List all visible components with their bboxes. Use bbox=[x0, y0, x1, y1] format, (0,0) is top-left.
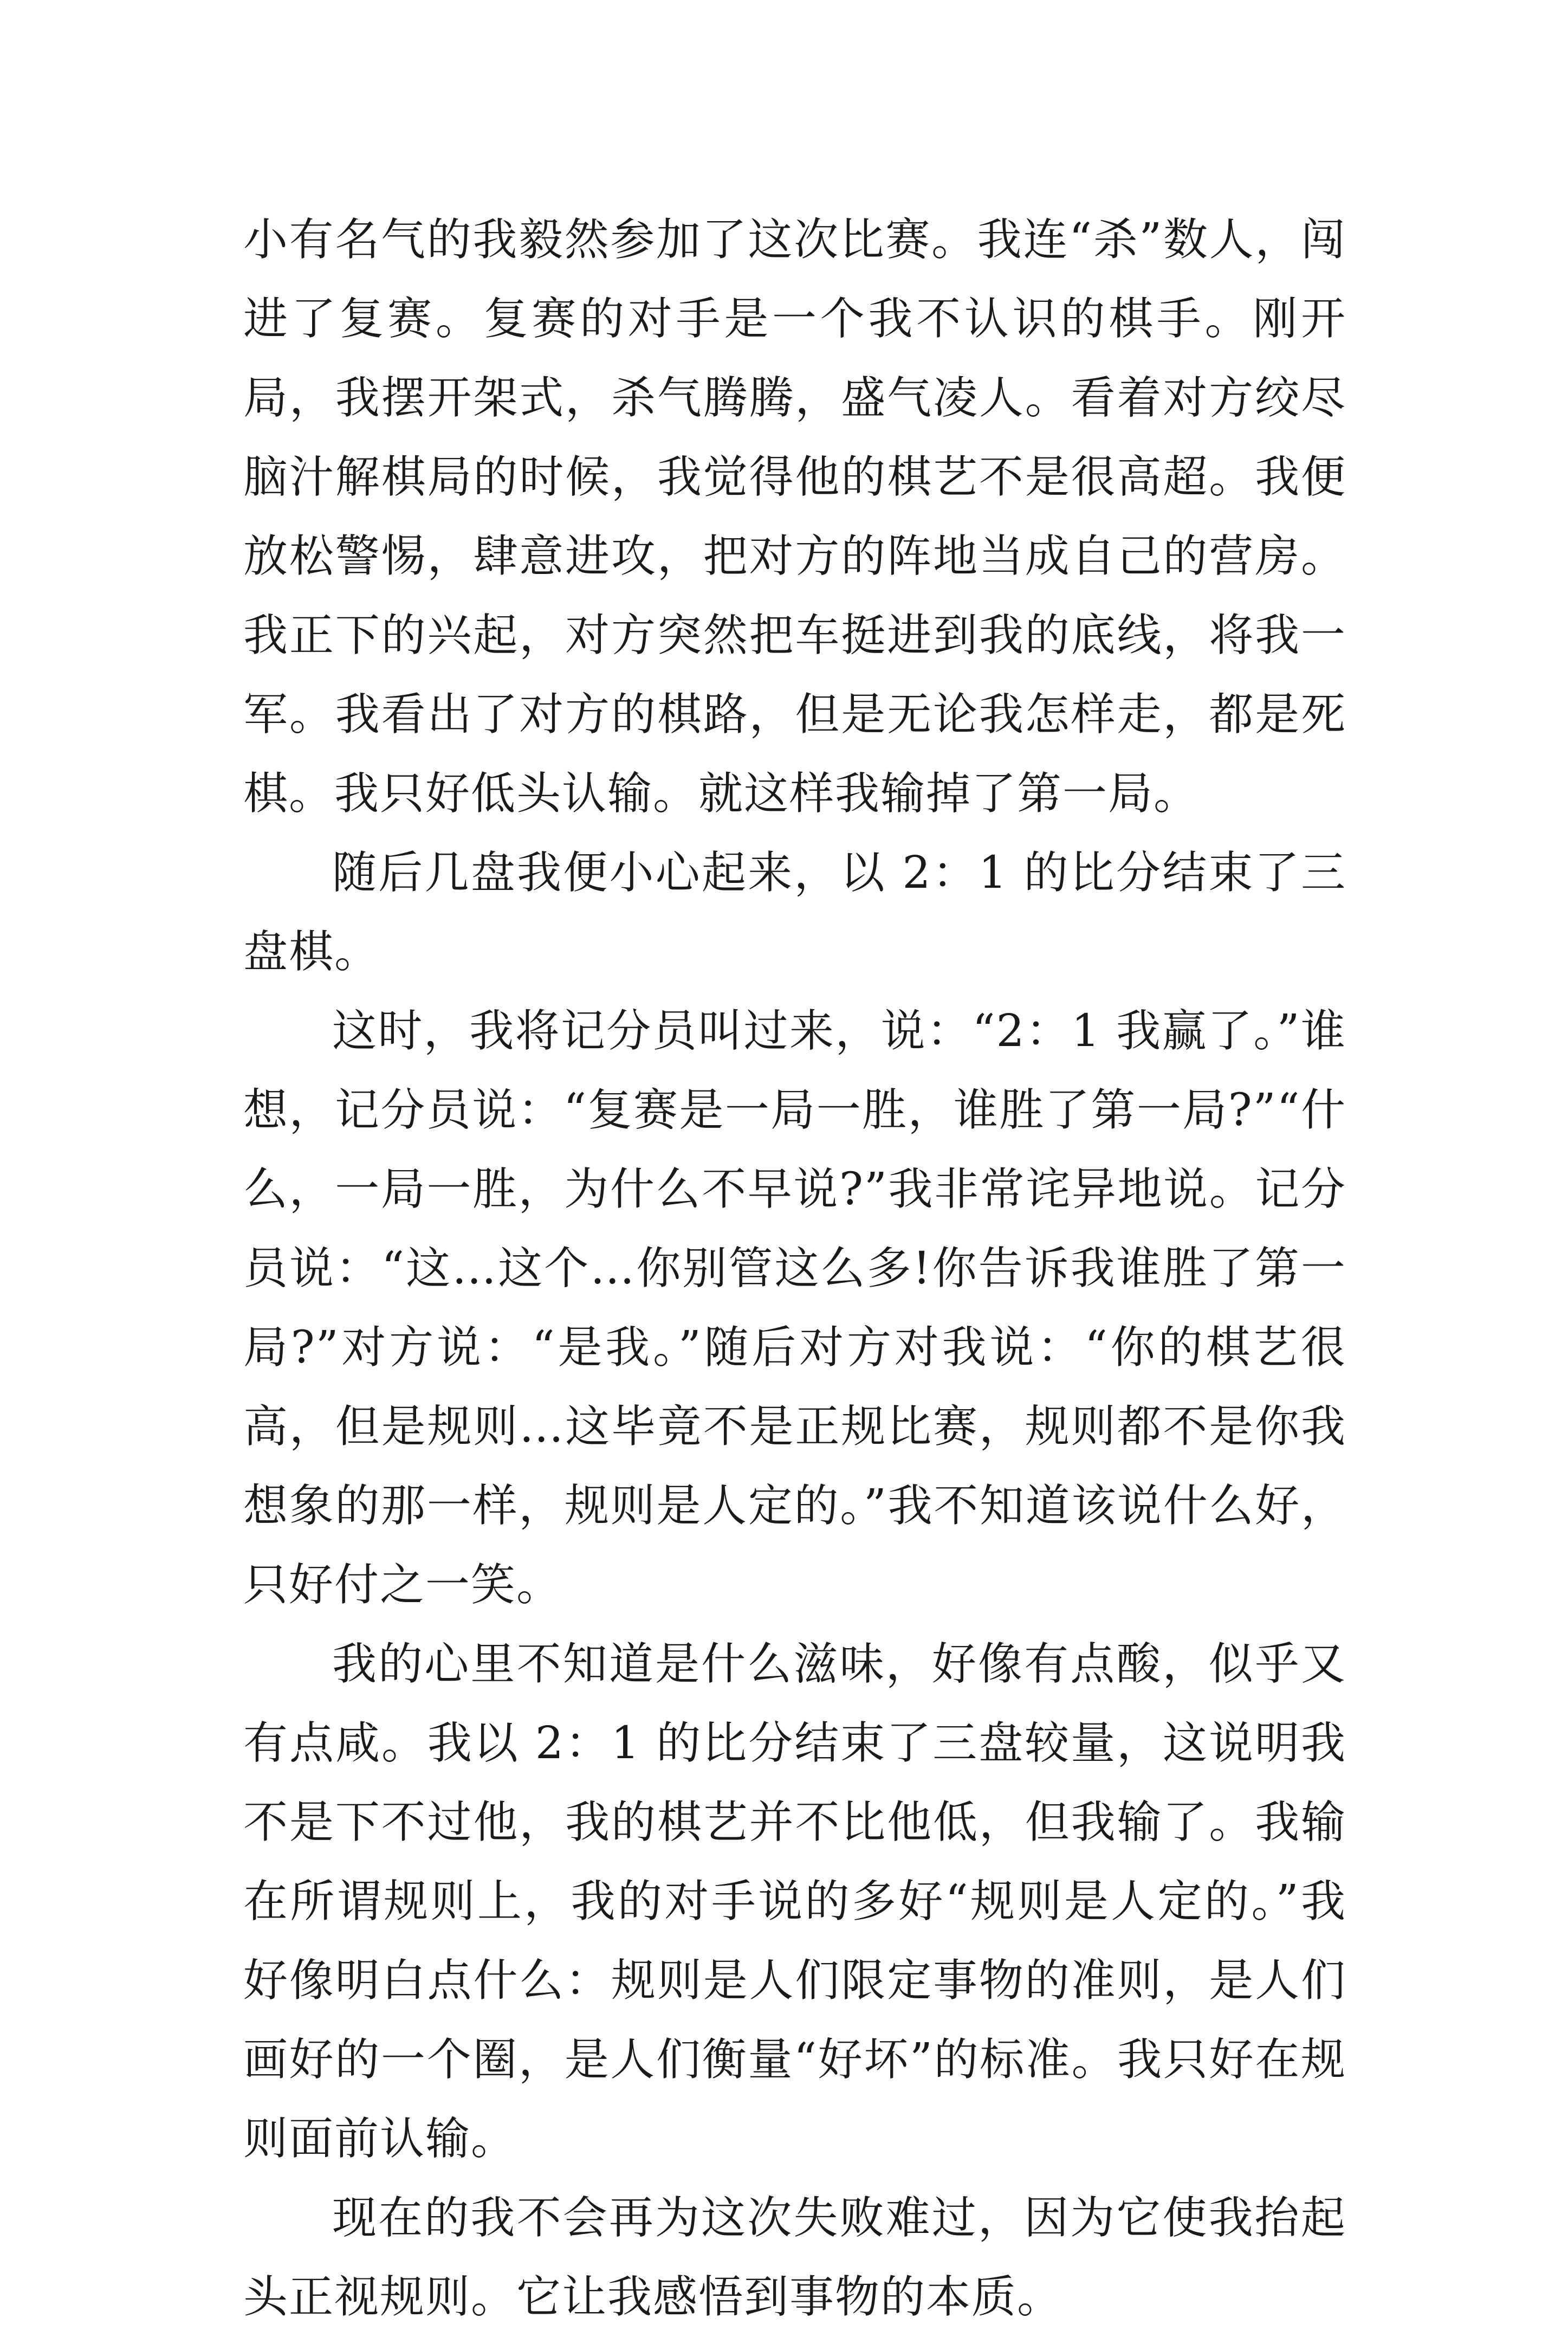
paragraph-4: 我的心里不知道是什么滋味，好像有点酸，似乎又有点咸。我以 2：1 的比分结束了三盘较量，这说明我不是下不过他，我的棋艺并不比他低，但我输了。我输在所谓规则上，我的对手说的多好“规则是人定的。”我好像明白点什么：规则是人们限定事物的准则，是人们画好的一个圈，是人们衡量“好坏”的标准。我只好在规则面前认输。 bbox=[243, 1638, 1346, 2165]
body-text bbox=[243, 201, 1346, 2337]
paragraph-5: 现在的我不会再为这次失败难过，因为它使我抬起头正视规则。它让我感悟到事物的本质。 bbox=[243, 2192, 1346, 2323]
paragraph-3: 这时，我将记分员叫过来，说：“2：1 我赢了。”谁想，记分员说：“复赛是一局一胜，谁胜了第一局?”“什么，一局一胜，为什么不早说?”我非常诧异地说。记分员说：“这…这个…你别管这么多!你告诉我谁胜了第一局?”对方说：“是我。”随后对方对我说：“你的棋艺很高，但是规则…这毕竟不是正规比赛，规则都不是你我想象的那一样，规则是人定的。”我不知道该说什么好，只好付之一笑。 bbox=[243, 1005, 1346, 1611]
paragraph-1: 小有名气的我毅然参加了这次比赛。我连“杀”数人，闯进了复赛。复赛的对手是一个我不认识的棋手。刚开局，我摆开架式，杀气腾腾，盛气凌人。看着对方绞尽脑汁解棋局的时候，我觉得他的棋艺不是很高超。我便放松警惕，肆意进攻，把对方的阵地当成自己的营房。我正下的兴起，对方突然把车挺进到我的底线，将我一军。我看出了对方的棋路，但是无论我怎样走，都是死棋。我只好低头认输。就这样我输掉了第一局。 bbox=[243, 214, 1346, 819]
paragraph-2: 随后几盘我便小心起来，以 2：1 的比分结束了三盘棋。 bbox=[243, 847, 1346, 978]
